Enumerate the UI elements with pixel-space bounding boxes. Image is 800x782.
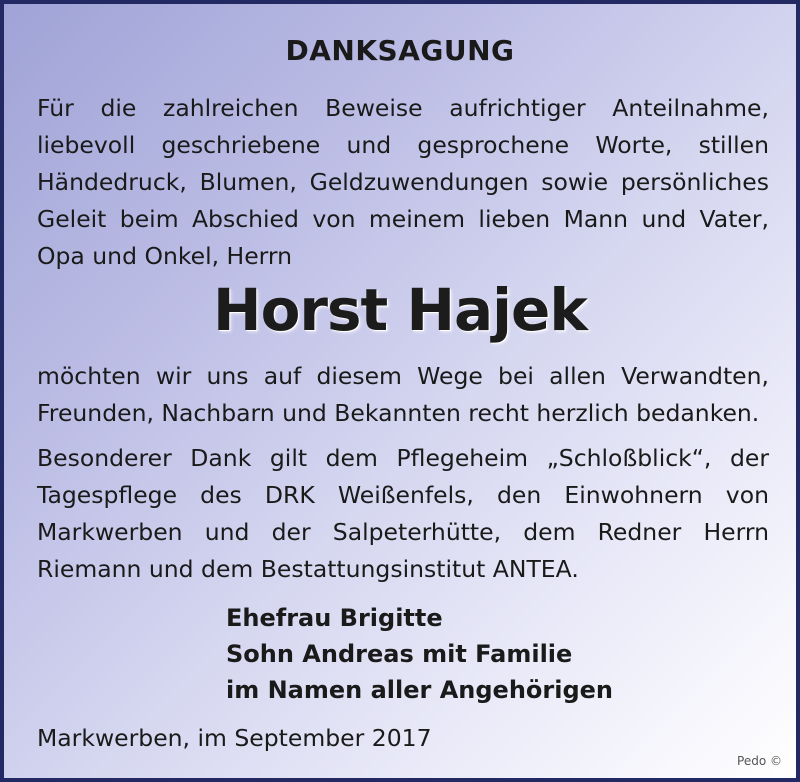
signers-block [226,600,613,708]
signer-line: Ehefrau Brigitte [226,604,443,632]
signer-line: Sohn Andreas mit Familie [226,640,573,668]
place-date: Markwerben, im September 2017 [37,724,432,752]
deceased-name: Horst Hajek [213,276,587,344]
special-thanks-paragraph: Besonderer Dank gilt dem Pflegeheim „Schloßblick“, der Tagespflege des DRK Weißenfels, den Einwohnern von Markwerben und der Salpeterhütte, dem Redner Herrn Riemann und dem Bestattungsinstitut ANTEA. [37,444,769,583]
intro-paragraph: Für die zahlreichen Beweise aufrichtiger Anteilnahme, liebevoll geschriebene und gesprochene Worte, stillen Händedruck, Blumen, Geldzuwendungen sowie persönliches Geleit beim Abschied von meinem lieben Mann und Vater, Opa und Onkel, Herrn [37,94,769,270]
signer-line: im Namen aller Angehörigen [226,676,614,704]
notice-title: DANKSAGUNG [285,34,515,67]
thanks-paragraph: möchten wir uns auf diesem Wege bei allen Verwandten, Freunden, Nachbarn und Bekannten recht herzlich bedanken. [37,362,769,427]
credit-mark: Pedo © [737,754,782,768]
